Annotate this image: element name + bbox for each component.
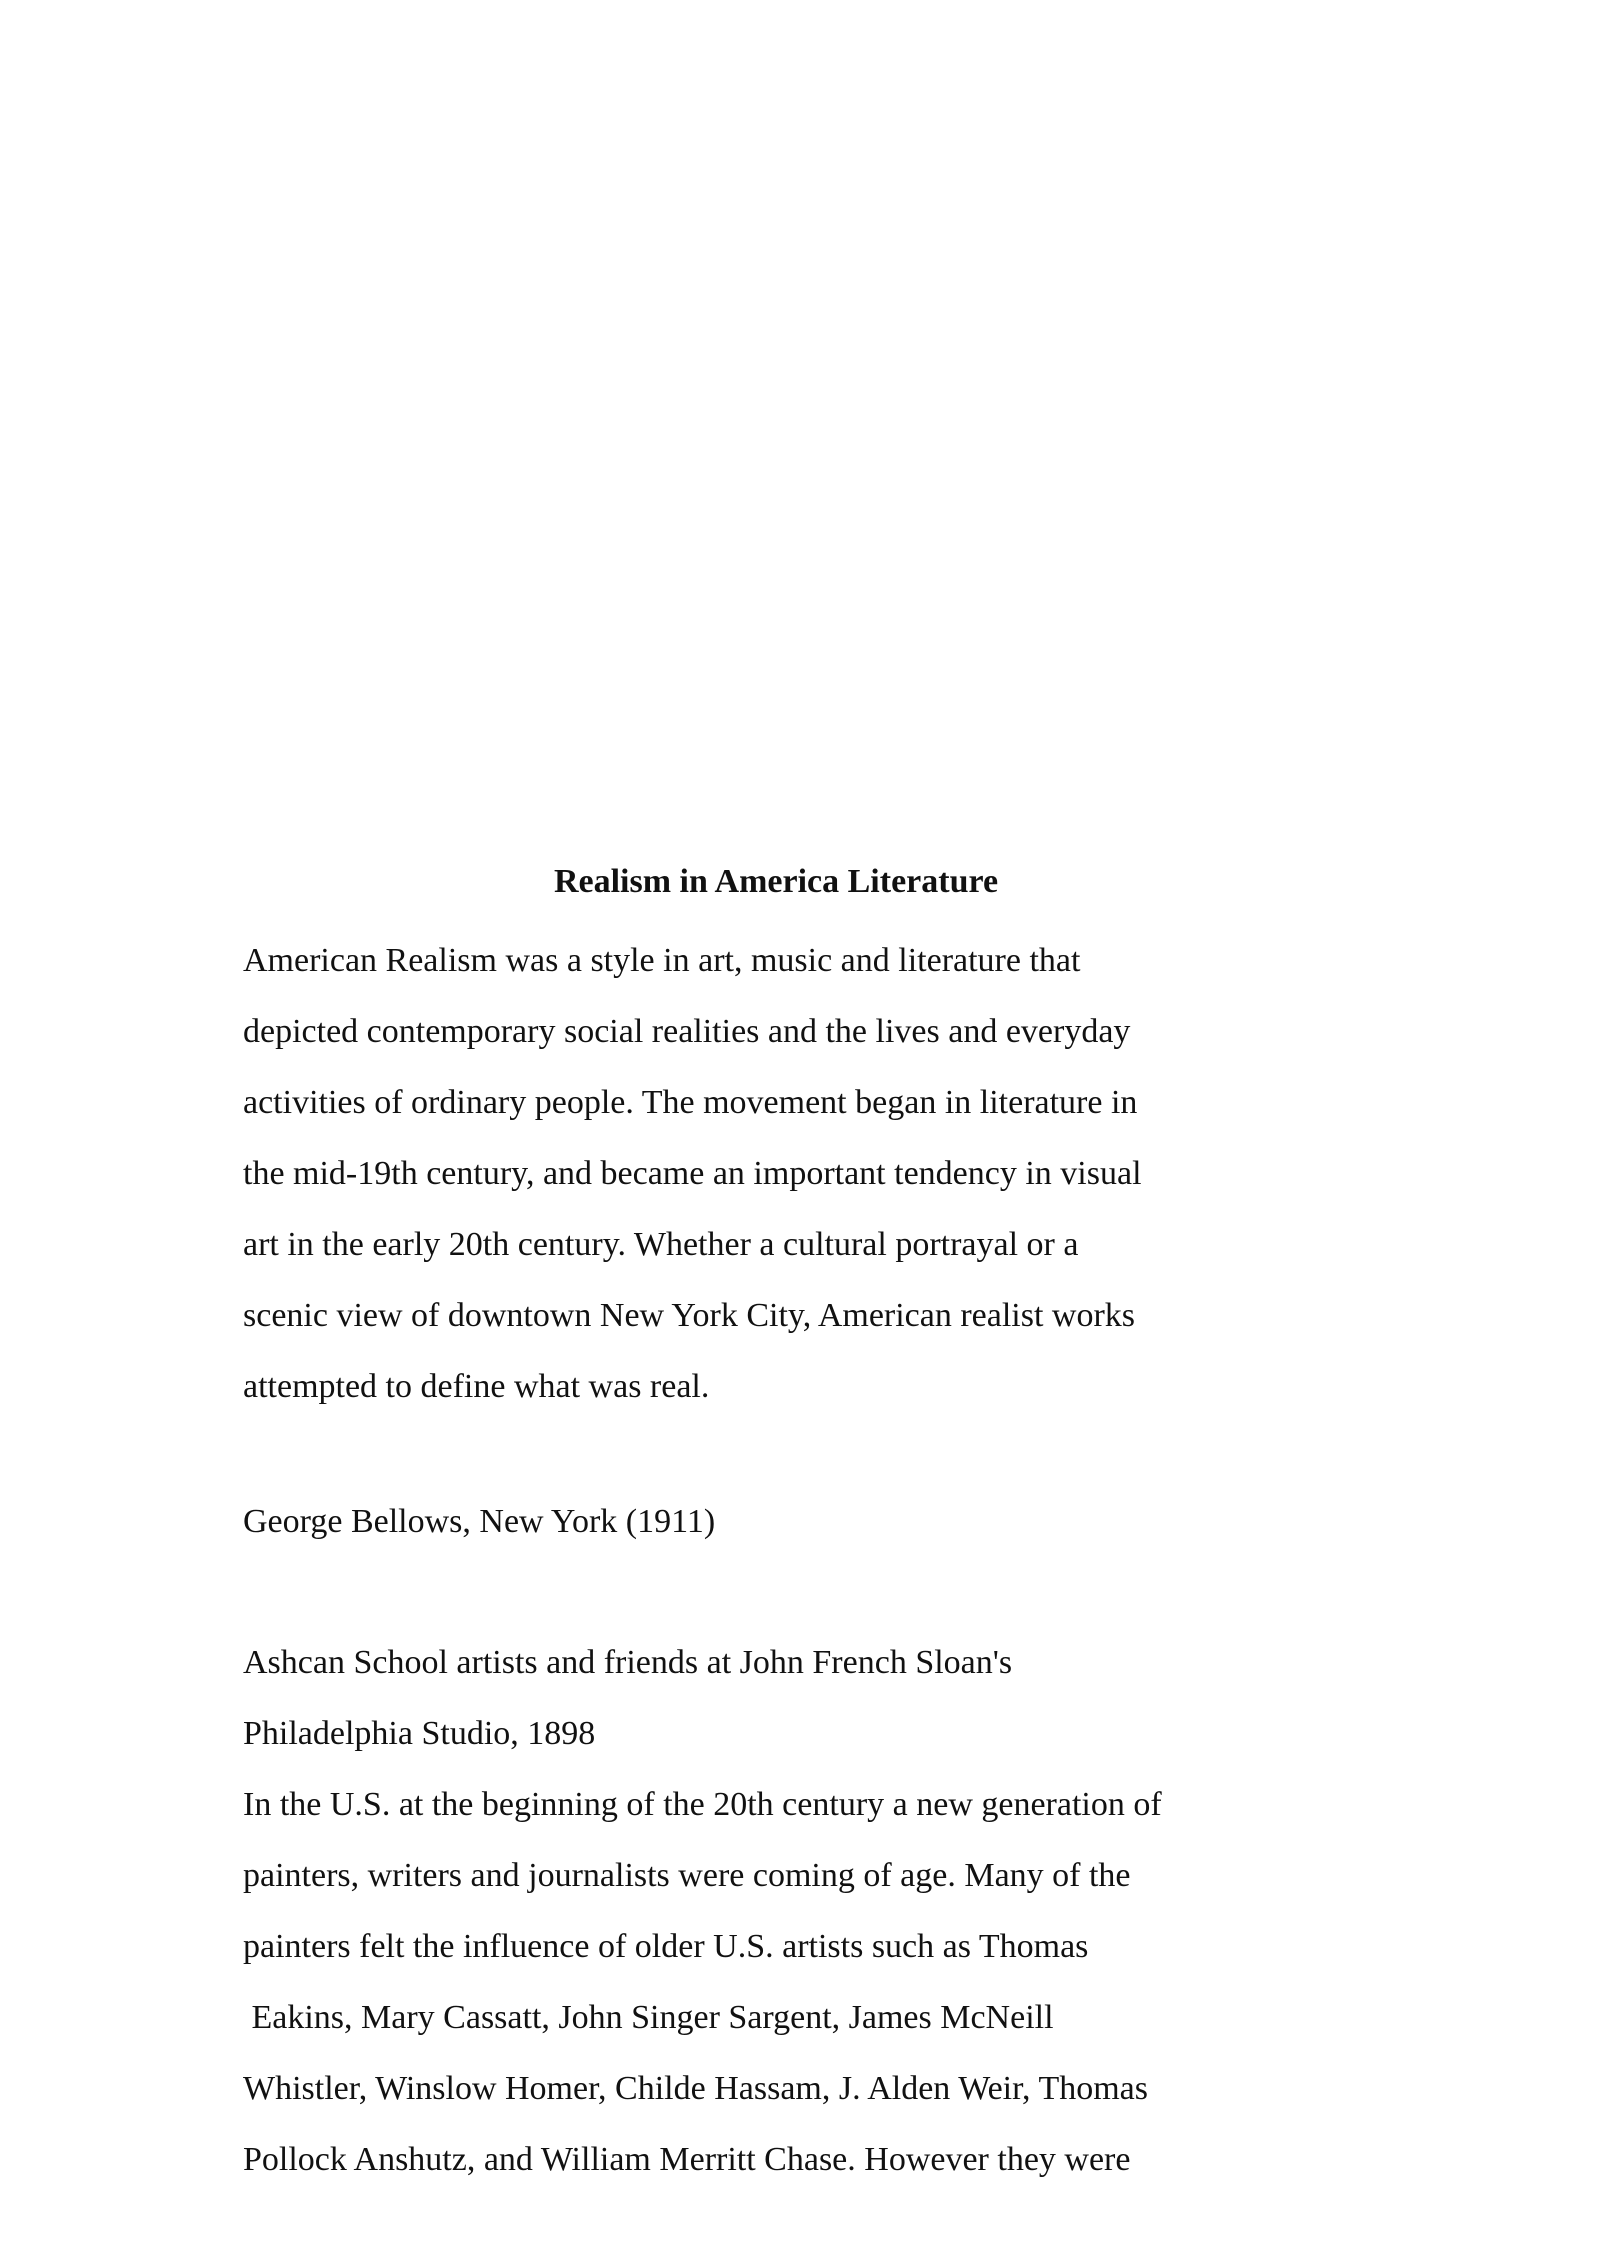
text-line: In the U.S. at the beginning of the 20th century a new generation of [243,1786,1162,1823]
text-line: depicted contemporary social realities and the lives and everyday [243,1013,1131,1050]
text-line: the mid-19th century, and became an important tendency in visual [243,1155,1142,1192]
text-line: American Realism was a style in art, music and literature that [243,942,1081,979]
text-line: Eakins, Mary Cassatt, John Singer Sargent, James McNeill [243,1999,1054,2036]
text-line: George Bellows, New York (1911) [243,1503,716,1540]
text-line: art in the early 20th century. Whether a cultural portrayal or a [243,1226,1079,1263]
text-line: Whistler, Winslow Homer, Childe Hassam, J. Alden Weir, Thomas [243,2070,1148,2107]
paragraph-realism-intro [243,925,1142,1422]
text-line: scenic view of downtown New York City, American realist works [243,1297,1136,1334]
image-caption-bellows [243,1486,715,1557]
document-title: Realism in America Literature [553,863,999,900]
image-caption-ashcan [243,1627,1012,1769]
text-line: Pollock Anshutz, and William Merritt Chase. However they were [243,2141,1131,2178]
text-line: Ashcan School artists and friends at John French Sloan's [243,1644,1013,1681]
text-line: attempted to define what was real. [243,1368,710,1405]
text-line: activities of ordinary people. The movement began in literature in [243,1084,1138,1121]
text-line: Philadelphia Studio, 1898 [243,1715,596,1752]
text-line: painters, writers and journalists were coming of age. Many of the [243,1857,1131,1894]
paragraph-new-generation [243,1769,1162,2195]
text-line: painters felt the influence of older U.S. artists such as Thomas [243,1928,1089,1965]
